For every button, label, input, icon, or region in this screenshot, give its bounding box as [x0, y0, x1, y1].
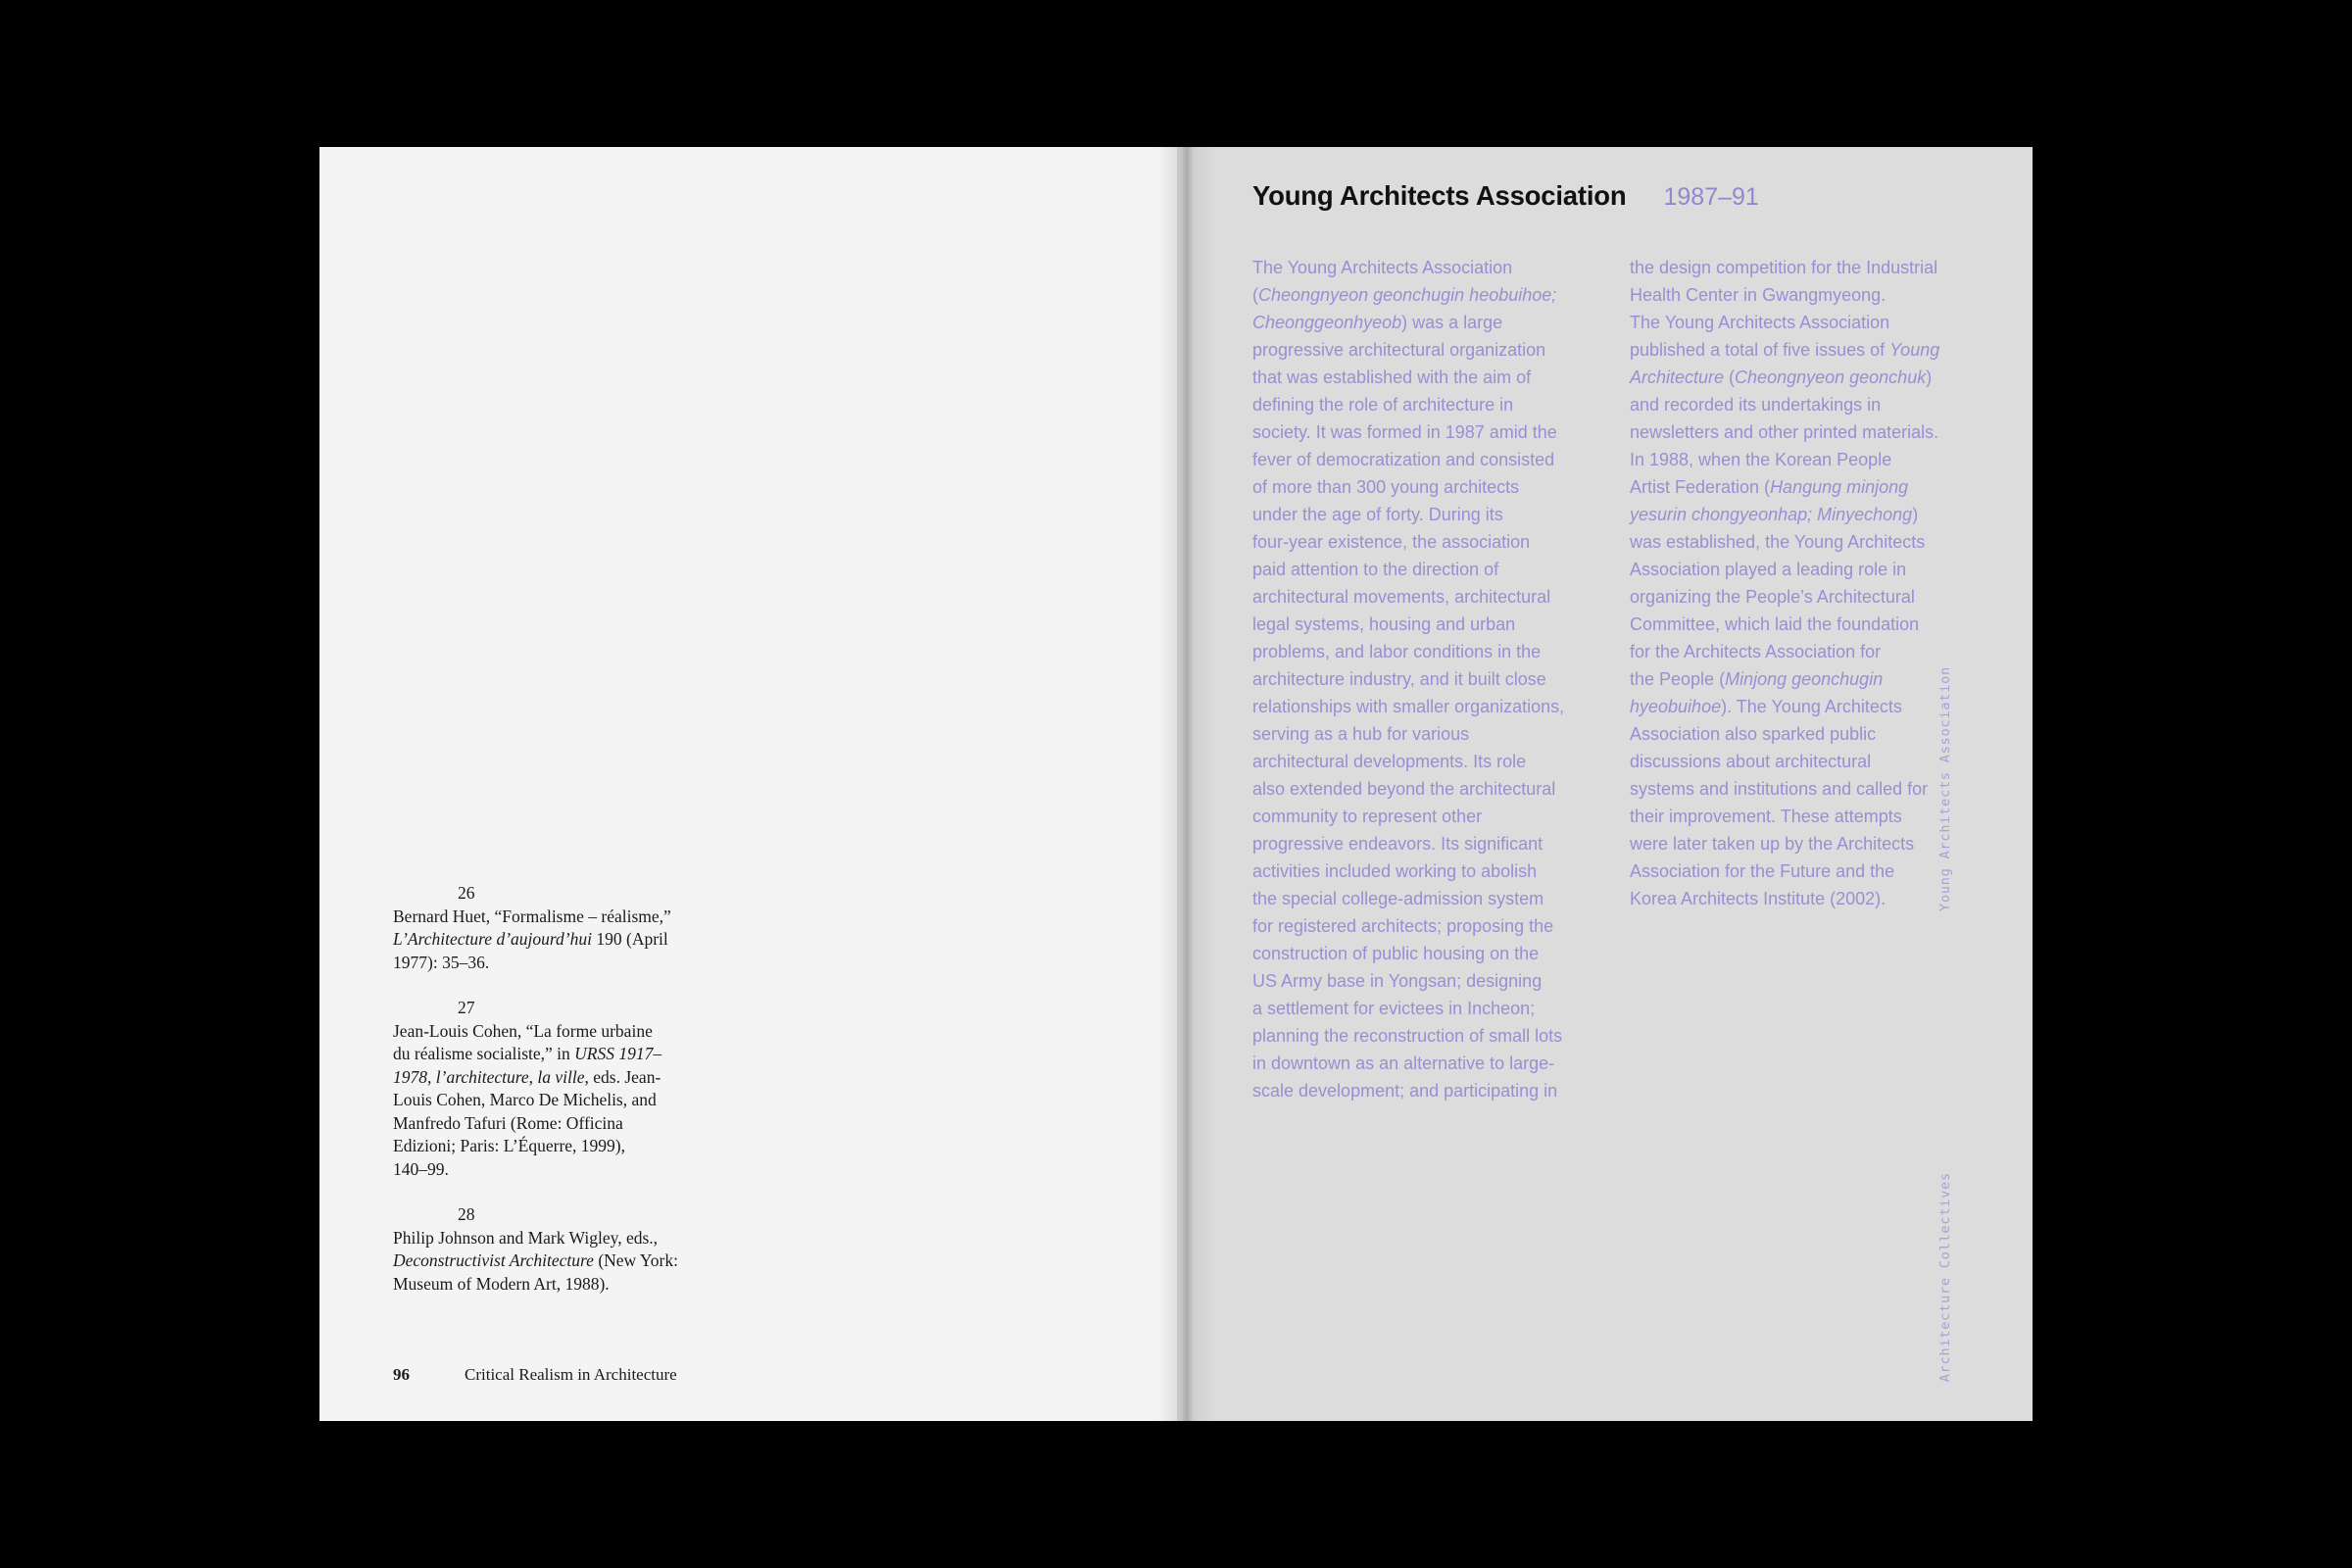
page-folio	[393, 1365, 677, 1385]
year-range: 1987–91	[1663, 183, 1759, 211]
body-line: systems and institutions and called for	[1630, 779, 1929, 799]
body-line: organizing the People’s Architectural	[1630, 587, 1915, 607]
body-line: for registered architects; proposing the	[1252, 916, 1554, 936]
body-line: Architecture (Cheongnyeon geonchuk)	[1630, 368, 1933, 387]
body-column-right	[1630, 254, 1978, 912]
body-line: The Young Architects Association	[1630, 313, 1890, 332]
body-line: of more than 300 young architects	[1252, 477, 1520, 497]
right-page	[1177, 147, 2033, 1421]
body-line: four-year existence, the association	[1252, 532, 1531, 552]
body-line: a settlement for evictees in Incheon;	[1252, 999, 1536, 1018]
footnote-line: Manfredo Tafuri (Rome: Officina	[393, 1112, 623, 1133]
body-line: progressive architectural organization	[1252, 340, 1546, 360]
body-line: Health Center in Gwangmyeong.	[1630, 285, 1886, 305]
left-page	[319, 147, 1177, 1421]
footnote-number: 26	[458, 883, 475, 903]
body-line: and recorded its undertakings in	[1630, 395, 1882, 415]
footnote-line: 1977): 35–36.	[393, 952, 490, 972]
body-line: problems, and labor conditions in the	[1252, 642, 1542, 662]
body-line: defining the role of architecture in	[1252, 395, 1514, 415]
body-line: in downtown as an alternative to large-	[1252, 1054, 1555, 1073]
body-line: Artist Federation (Hangung minjong	[1630, 477, 1909, 497]
page-number: 96	[393, 1365, 410, 1384]
footnote-number: 27	[458, 998, 475, 1017]
body-line: architectural developments. Its role	[1252, 752, 1527, 771]
body-line: for the Architects Association for	[1630, 642, 1882, 662]
body-line: also extended beyond the architectural	[1252, 779, 1556, 799]
body-line: activities included working to abolish	[1252, 861, 1538, 881]
footnote-line: Deconstructivist Architecture (New York:	[393, 1250, 678, 1270]
footnote-line: 140–99.	[393, 1158, 449, 1179]
body-line: yesurin chongyeonhap; Minyechong)	[1630, 505, 1919, 524]
body-line: their improvement. These attempts	[1630, 807, 1902, 826]
footnote-number: 28	[458, 1204, 475, 1224]
heading-row	[1252, 180, 1759, 212]
body-line: Association played a leading role in	[1630, 560, 1907, 579]
body-line: newsletters and other printed materials.	[1630, 422, 1939, 442]
footnote-line: L’Architecture d’aujourd’hui 190 (April	[393, 929, 668, 949]
footnote-line: Edizioni; Paris: L’Équerre, 1999),	[393, 1136, 626, 1155]
footnote-line: Philip Johnson and Mark Wigley, eds.,	[393, 1227, 659, 1248]
book-spread	[319, 147, 2033, 1421]
footnote-line: 1978, l’architecture, la ville, eds. Jean-	[393, 1066, 662, 1087]
body-line: were later taken up by the Architects	[1630, 834, 1915, 854]
footnote-text	[393, 906, 726, 975]
footnote-text	[393, 1020, 726, 1182]
body-line: architectural movements, architectural	[1252, 587, 1551, 607]
body-line: construction of public housing on the	[1252, 944, 1540, 963]
body-line: legal systems, housing and urban	[1252, 614, 1516, 634]
running-title: Critical Realism in Architecture	[465, 1365, 677, 1384]
body-line: society. It was formed in 1987 amid the	[1252, 422, 1557, 442]
body-line: relationships with smaller organizations,	[1252, 697, 1565, 716]
body-line: In 1988, when the Korean People	[1630, 450, 1892, 469]
body-line: Association also sparked public	[1630, 724, 1877, 744]
body-line: fever of democratization and consisted	[1252, 450, 1555, 469]
body-line: the special college-admission system	[1252, 889, 1544, 908]
footnote-line: Museum of Modern Art, 1988).	[393, 1273, 610, 1294]
body-line: scale development; and participating in	[1252, 1081, 1558, 1101]
footnote	[393, 1203, 726, 1296]
footnote-line: du réalisme socialiste,” in URSS 1917–	[393, 1044, 662, 1063]
body-line: published a total of five issues of Young	[1630, 340, 1940, 360]
body-line: discussions about architectural	[1630, 752, 1872, 771]
body-line: community to represent other	[1252, 807, 1483, 826]
body-line: Association for the Future and the	[1630, 861, 1895, 881]
footnotes	[393, 882, 726, 1318]
body-line: Korea Architects Institute (2002).	[1630, 889, 1886, 908]
body-line: the People (Minjong geonchugin	[1630, 669, 1884, 689]
body-line: Committee, which laid the foundation	[1630, 614, 1920, 634]
body-line: (Cheongnyeon geonchugin heobuihoe;	[1252, 285, 1557, 305]
footnote-line: Bernard Huet, “Formalisme – réalisme,”	[393, 906, 671, 926]
body-column-left	[1252, 254, 1600, 1104]
body-line: that was established with the aim of	[1252, 368, 1532, 387]
footnote	[393, 997, 726, 1181]
page-title: Young Architects Association	[1252, 180, 1627, 211]
footnote	[393, 882, 726, 974]
body-line: serving as a hub for various	[1252, 724, 1470, 744]
body-line: progressive endeavors. Its significant	[1252, 834, 1544, 854]
body-line: was established, the Young Architects	[1630, 532, 1926, 552]
body-line: paid attention to the direction of	[1252, 560, 1499, 579]
body-line: Cheonggeonhyeob) was a large	[1252, 313, 1503, 332]
body-line: hyeobuihoe). The Young Architects	[1630, 697, 1902, 716]
body-line: architecture industry, and it built close	[1252, 669, 1546, 689]
body-line: The Young Architects Association	[1252, 258, 1513, 277]
body-line: under the age of forty. During its	[1252, 505, 1503, 524]
body-line: the design competition for the Industrial	[1630, 258, 1938, 277]
body-line: US Army base in Yongsan; designing	[1252, 971, 1543, 991]
footnote-line: Jean-Louis Cohen, “La forme urbaine	[393, 1020, 653, 1041]
vertical-section-label: Young Architects Association	[1937, 666, 1953, 911]
vertical-chapter-label: Architecture Collectives	[1937, 1172, 1953, 1383]
footnote-line: Louis Cohen, Marco De Michelis, and	[393, 1090, 657, 1109]
footnote-text	[393, 1227, 726, 1297]
body-line: planning the reconstruction of small lots	[1252, 1026, 1563, 1046]
